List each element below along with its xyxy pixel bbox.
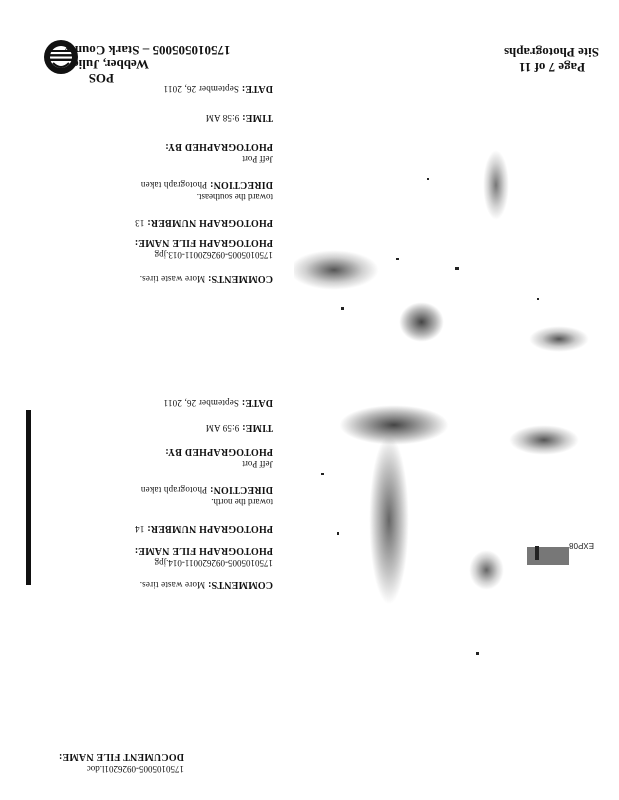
project-line: 175010505005 – Stark County <box>64 43 231 58</box>
photo13-time-value: 9:58 AM <box>205 113 240 123</box>
photo13-direction-label: DIRECTION: <box>209 179 273 190</box>
photo14-file-label: PHOTOGRAPH FILE NAME: <box>134 545 273 556</box>
photograph-14 <box>294 395 599 685</box>
photo13-by-label: PHOTOGRAPHED BY: <box>165 141 273 152</box>
photo14-direction <box>141 484 273 495</box>
photo14-direction-value-2: toward the north. <box>211 497 273 507</box>
photo13-file-value: 1750105005-092620011-013.jpg <box>154 250 273 260</box>
photo14-number-value: 14 <box>134 524 145 534</box>
photo13-number-label: PHOTOGRAPH NUMBER: <box>147 217 273 228</box>
photo13-date <box>163 83 273 94</box>
photo14-direction-value-1: Photograph taken <box>140 485 208 495</box>
photo14-comments-value: More waste tires. <box>139 580 206 590</box>
photo14-by-label: PHOTOGRAPHED BY: <box>165 446 273 457</box>
document-file-name-label: DOCUMENT FILE NAME: <box>58 751 184 762</box>
page-title: Site Photographs <box>504 45 599 60</box>
photo14-file-value: 1750105005-092620011-014.jpg <box>154 558 273 568</box>
photo14-comments <box>140 579 273 590</box>
photo14-by-value: Jeff Port <box>242 459 273 469</box>
site-name: Webber, Julie <box>72 57 149 72</box>
photo14-number-label: PHOTOGRAPH NUMBER: <box>147 523 273 534</box>
photograph-13 <box>294 92 599 370</box>
photo13-comments <box>140 273 273 284</box>
photo13-by-value: Jeff Port <box>242 154 273 164</box>
document-file-name-value: 1750105005-0926201l.doc <box>86 764 184 774</box>
photo14-date-value: September 26, 2011 <box>163 398 239 408</box>
photo13-comments-value: More waste tires. <box>139 274 206 284</box>
photo14-number <box>135 523 273 534</box>
photo13-number-value: 13 <box>134 218 145 228</box>
photo13-date-value: September 26, 2011 <box>163 84 239 94</box>
site-type: POS <box>88 71 114 86</box>
photo14-time-value: 9:59 AM <box>205 423 240 433</box>
photo14-time <box>206 422 273 433</box>
photo13-number <box>135 217 273 228</box>
page-number: Page 7 of 11 <box>519 60 586 75</box>
photo14-date <box>163 397 273 408</box>
scan-edge-bar <box>26 410 31 585</box>
photo14-comments-label: COMMENTS: <box>207 579 273 590</box>
photo14-date-label: DATE: <box>241 397 273 408</box>
photo13-direction-value-2: toward the southeast. <box>196 192 273 202</box>
photo-stamp: EXP08 <box>569 541 594 550</box>
photo14-direction-label: DIRECTION: <box>209 484 273 495</box>
photo13-time <box>206 112 273 123</box>
photo13-date-label: DATE: <box>241 83 273 94</box>
photo14-time-label: TIME: <box>242 422 273 433</box>
photo13-comments-label: COMMENTS: <box>207 273 273 284</box>
photo13-time-label: TIME: <box>242 112 273 123</box>
photo13-direction <box>141 179 273 190</box>
photo13-direction-value-1: Photograph taken <box>140 180 208 190</box>
photo13-file-label: PHOTOGRAPH FILE NAME: <box>134 237 273 248</box>
